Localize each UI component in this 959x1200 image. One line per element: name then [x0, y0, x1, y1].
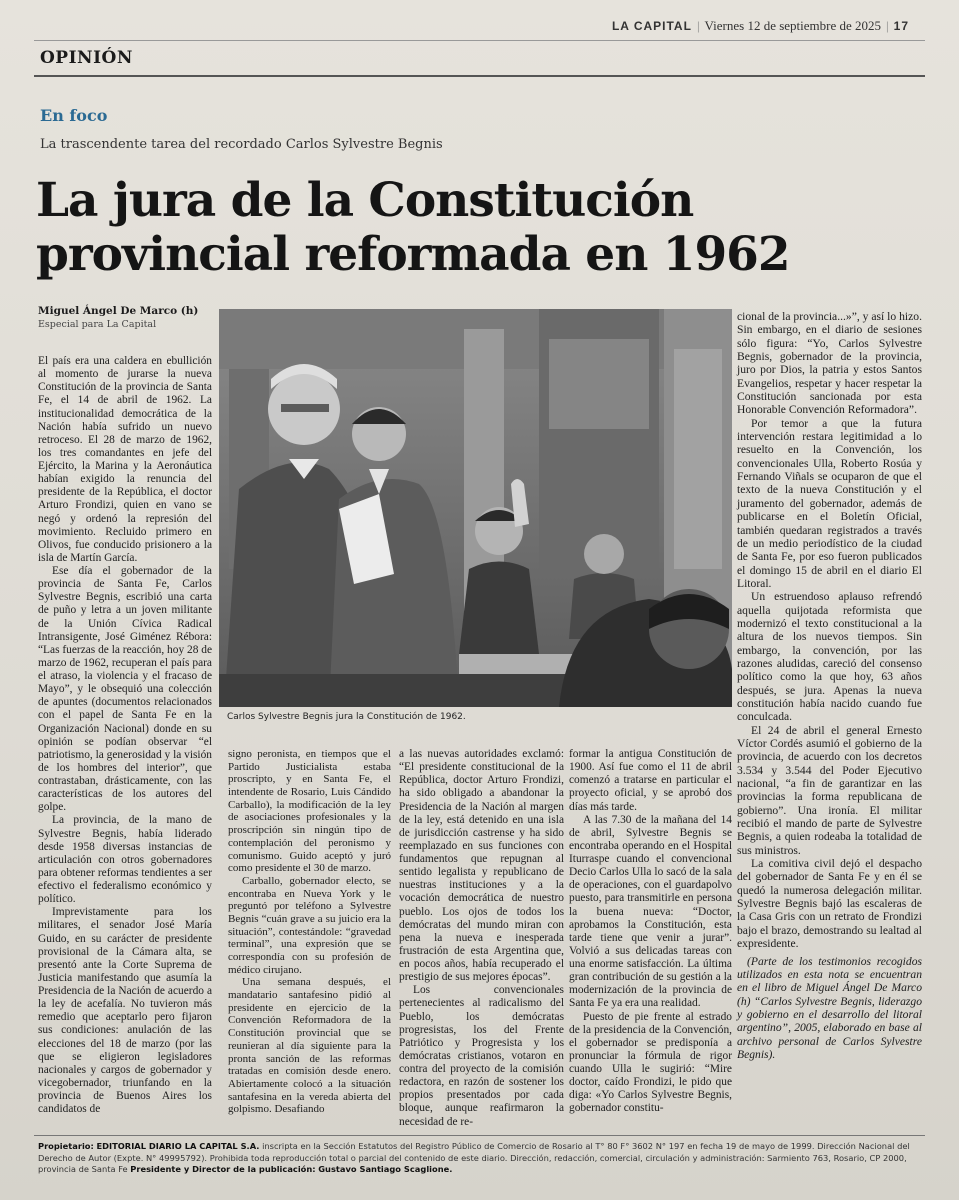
footer-director: Gustavo Santiago Scaglione. [318, 1164, 453, 1174]
subkicker: La trascendente tarea del recordado Carlos Sylvestre Begnis [40, 137, 443, 152]
paragraph: signo peronista, en tiempos que el Partido Justicialista estaba proscripto, y en Santa Fe, el intendente de Rosario, Luis Cándido Carballo), la modificación de la ley de asociaciones profesionales y la proscripción sin ningún tipo de contemplación del peronismo y comunismo. Guido aceptó y juró como presidente el 30 de marzo. [228, 748, 391, 875]
masthead-page-number: 17 [893, 19, 909, 33]
paragraph: Una semana después, el mandatario santafesino pidió al presidente en ejercicio de la Convención Reformadora de la Constitución provincial que se reunieran al día siguiente para la pronta sanción de las reformas tratadas en comisión desde enero. Abiertamente colocó a la situación santafesina en la vereda abierta del golpismo. Desafiando [228, 976, 391, 1116]
body-column-4 [569, 748, 732, 1116]
masthead-date: Viernes 12 de septiembre de 2025 [704, 18, 882, 33]
body-column-3 [399, 748, 564, 1129]
body-column-5 [737, 310, 922, 1061]
body-column-2 [228, 748, 391, 1116]
paragraph: La comitiva civil dejó el despacho del gobernador de Santa Fe y en él se quedó la numerosa delegación militar. Sylvestre Begnis bajó las escaleras de la Casa Gris con un retrato de Frondizi bajo el brazo, demostrando su lealtad al expresidente. [737, 857, 922, 951]
body-column-1 [38, 355, 212, 1116]
paragraph: formar la antigua Constitución de 1900. Así fue como el 11 de abril comenzó a tratarse en particular el proyecto oficial, y se aprobó dos días más tarde. [569, 748, 732, 813]
headline-line-2: provincial reformada en 1962 [36, 227, 790, 282]
author-role: Especial para La Capital [38, 319, 157, 330]
paragraph: El país era una caldera en ebullición al momento de jurarse la nueva Constitución de la provincia de Santa Fe, el 14 de abril de 1962. La institucionalidad democrática de la Nación había sufrido un nuevo retroceso. El 28 de marzo de 1962, los tres comandantes en jefe del Ejército, la Marina y la Aeronáutica habían exigido la renuncia del presidente de la República, el doctor Arturo Frondizi, quien en vano se negó y ordenó la represión del movimiento. Recluido primero en Olivos, fue conducido prisionero a la isla de Martín García. [38, 355, 212, 564]
paragraph: Un estruendoso aplauso refrendó aquella quijotada reformista que modernizó el texto constitucional a la altura de los nuevos tiempos. Sin embargo, la convención, por las razones aludidas, careció del consenso político como la que hoy, 63 años después, se jura. Apenas la nueva constitución había nacido cuando fue conculcada. [737, 590, 922, 724]
source-note: (Parte de los testimonios recogidos utilizados en esta nota se encuentran en el libro de Miguel Ángel De Marco (h) “Carlos Sylvestre Begnis, liderazgo y gobierno en el desarrollo del litoral argentino”, 2005, elaborado en base al archivo personal de Carlos Sylvestre Begnis). [737, 954, 922, 1061]
footer-director-label: Presidente y Director de la publicación: [130, 1164, 316, 1174]
paragraph: El 24 de abril el general Ernesto Víctor Cordés asumió el gobierno de la provincia, de acuerdo con los decretos 3.534 y 3.544 del Poder Ejecutivo nacional, “a fin de garantizar en las provincias la forma republicana de gobierno”. Una ironía. El militar recibió el mando de parte de Sylvestre Begnis, a quien rodeaba la totalidad de sus ministros. [737, 723, 922, 857]
masthead: LA CAPITAL | Viernes 12 de septiembre de 2025 | 17 [611, 18, 909, 33]
footer-registration: inscripta en la Sección Estatutos del Registro Público de Comercio de Rosario al T° 80 F° 3602 N° 197 en fecha 19 de mayo de 1999. Dirección Nacional del Derecho de Autor (Expte. N° 49995792). [38, 1141, 910, 1163]
headline [36, 174, 916, 282]
footer-rights: Prohibida toda reproducción total o parcial del contenido de este diario. Dirección, redacción, comercial, circulación y administración: Sarmiento 763, Rosario, CP 2000, provincia de Santa Fe [38, 1152, 907, 1174]
paragraph: Imprevistamente para los militares, el senador José María Guido, en su carácter de presidente provisional de la Cámara alta, se presentó ante la Corte Suprema de Justicia manifestando que asumía la Presidencia de la Nación de acuerdo a la ley de acefalía. No tuvieron más remedio que aceptarlo pero fijaron sus condiciones: anulación de las elecciones del 18 de marzo (por las que se eligieron legisladores nacionales y cargos de gobernador y vicegobernador, triunfando en la provincia de Buenos Aires los candidatos de [38, 906, 212, 1116]
paragraph: A las 7.30 de la mañana del 14 de abril, Sylvestre Begnis se encontraba operando en el Hospital Iturraspe cuando el convencional Decio Carlos Ulla lo sacó de la sala de operaciones, con el guardapolvo puesto, para transmitirle en persona la buena nueva: “Doctor, aprobamos la Constitución, esta tarde tiene que venir a jurar”. Volvió a sus delicadas tareas con una enorme satisfacción. La última gran contribución de su gestión a la modernización de la provincia de Santa Fe ya era una realidad. [569, 813, 732, 1010]
paragraph: cional de la provincia...»”, y así lo hizo. Sin embargo, en el diario de sesiones sólo figura: “Yo, Carlos Sylvestre Begnis, gobernador de la provincia, juro por Dios, la patria y estos Santos Evangelios, respetar y hacer respetar la Constitución sancionada por esta Honorable Convención Reformadora”. [737, 310, 922, 417]
paragraph: Los convencionales pertenecientes al radicalismo del Pueblo, los demócratas progresistas, los del Frente Patriótico y Progresista y los demócratas cristianos, votaron en contra del proyecto de la comisión redactora, en razón de sostener los propios presentados por cada bloque, aunque reafirmaron la necesidad de re- [399, 984, 564, 1128]
paragraph: Puesto de pie frente al estrado de la presidencia de la Convención, el gobernador se predisponía a pronunciar la fórmula de rigor cuando Ulla le sugirió: “Mire doctor, caído Frondizi, le pido que diga: «Yo Carlos Sylvestre Begnis, gobernador constitu- [569, 1010, 732, 1115]
paragraph: Por temor a que la futura intervención restara legitimidad a lo resuelto en la Convención, los convencionales Ulla, Roberto Rosúa y Fernando Viñals se ocuparon de que el texto de la nueva Constitución y el juramento del gobernador, además de publicarse en el Boletín Oficial, también quedaran registrados a través de un medio periodístico de la ciudad de Santa Fe, por eso fueron publicados el domingo 15 de abril en el diario El Litoral. [737, 416, 922, 590]
kicker: En foco [40, 106, 108, 125]
author-name: Miguel Ángel De Marco (h) [38, 305, 199, 317]
footer-imprint [38, 1141, 918, 1176]
photo-illustration [219, 309, 732, 707]
paragraph: Ese día el gobernador de la provincia de Santa Fe, Carlos Sylvestre Begnis, escribió una carta de puño y letra a un joven militante de la Unión Cívica Radical Intransigente, José Giménez Rébora: “Las fuerzas de la reacción, hoy 28 de marzo de 1962, recuperan el país para el atraso, la violencia y el fracaso de Mayo”, y le obsequió una colección de apuntes (documentos relacionados con el papel de Santa Fe en la Organización Nacional) donde en su opinión se podían observar “el patriotismo, la generosidad y la visión de los hombres del interior”, que contrastaban, drásticamente, con las características de los autores del golpe. [38, 565, 212, 814]
top-rule [34, 40, 925, 41]
paragraph: a las nuevas autoridades exclamó: “El presidente constitucional de la República, doctor Arturo Frondizi, ha sido obligado a abandonar la Presidencia de la Nación al margen de la ley, está detenido en una isla de jurisdicción castrense y ha sido reemplazado en sus funciones con fundamentos que repugnan al sentido legalista y republicano de nuestras instituciones y a la vocación democrática de nuestro pueblo. Los ojos de todos los demócratas del mundo miran con pena la nueva e inesperada frustración de esta Argentina que, en pocos años, había recuperado el prestigio de sus mejores épocas”. [399, 748, 564, 984]
paragraph: La provincia, de la mano de Sylvestre Begnis, había liderado desde 1958 diversas instancias de articulación con otros gobernadores para obtener reformas tendientes a ser efectivo el federalismo económico y político. [38, 814, 212, 906]
masthead-paper-name: LA CAPITAL [611, 19, 692, 33]
footer-rule [34, 1135, 925, 1136]
paragraph: Carballo, gobernador electo, se encontraba en Nueva York y le preguntó por teléfono a Sylvestre Begnis “cuán grave a su juicio era la situación”, contestándole: “gravedad terminal”, una expresión que se correspondía con su profesión de médico cirujano. [228, 874, 391, 976]
section-rule [34, 75, 925, 77]
historic-photo [219, 309, 732, 707]
photo-caption: Carlos Sylvestre Begnis jura la Constitución de 1962. [227, 712, 466, 722]
footer-owner-label: Propietario: [38, 1141, 94, 1151]
footer-owner: EDITORIAL DIARIO LA CAPITAL S.A. [96, 1141, 260, 1151]
section-label: OPINIÓN [40, 48, 133, 68]
headline-line-1: La jura de la Constitución [36, 173, 694, 228]
